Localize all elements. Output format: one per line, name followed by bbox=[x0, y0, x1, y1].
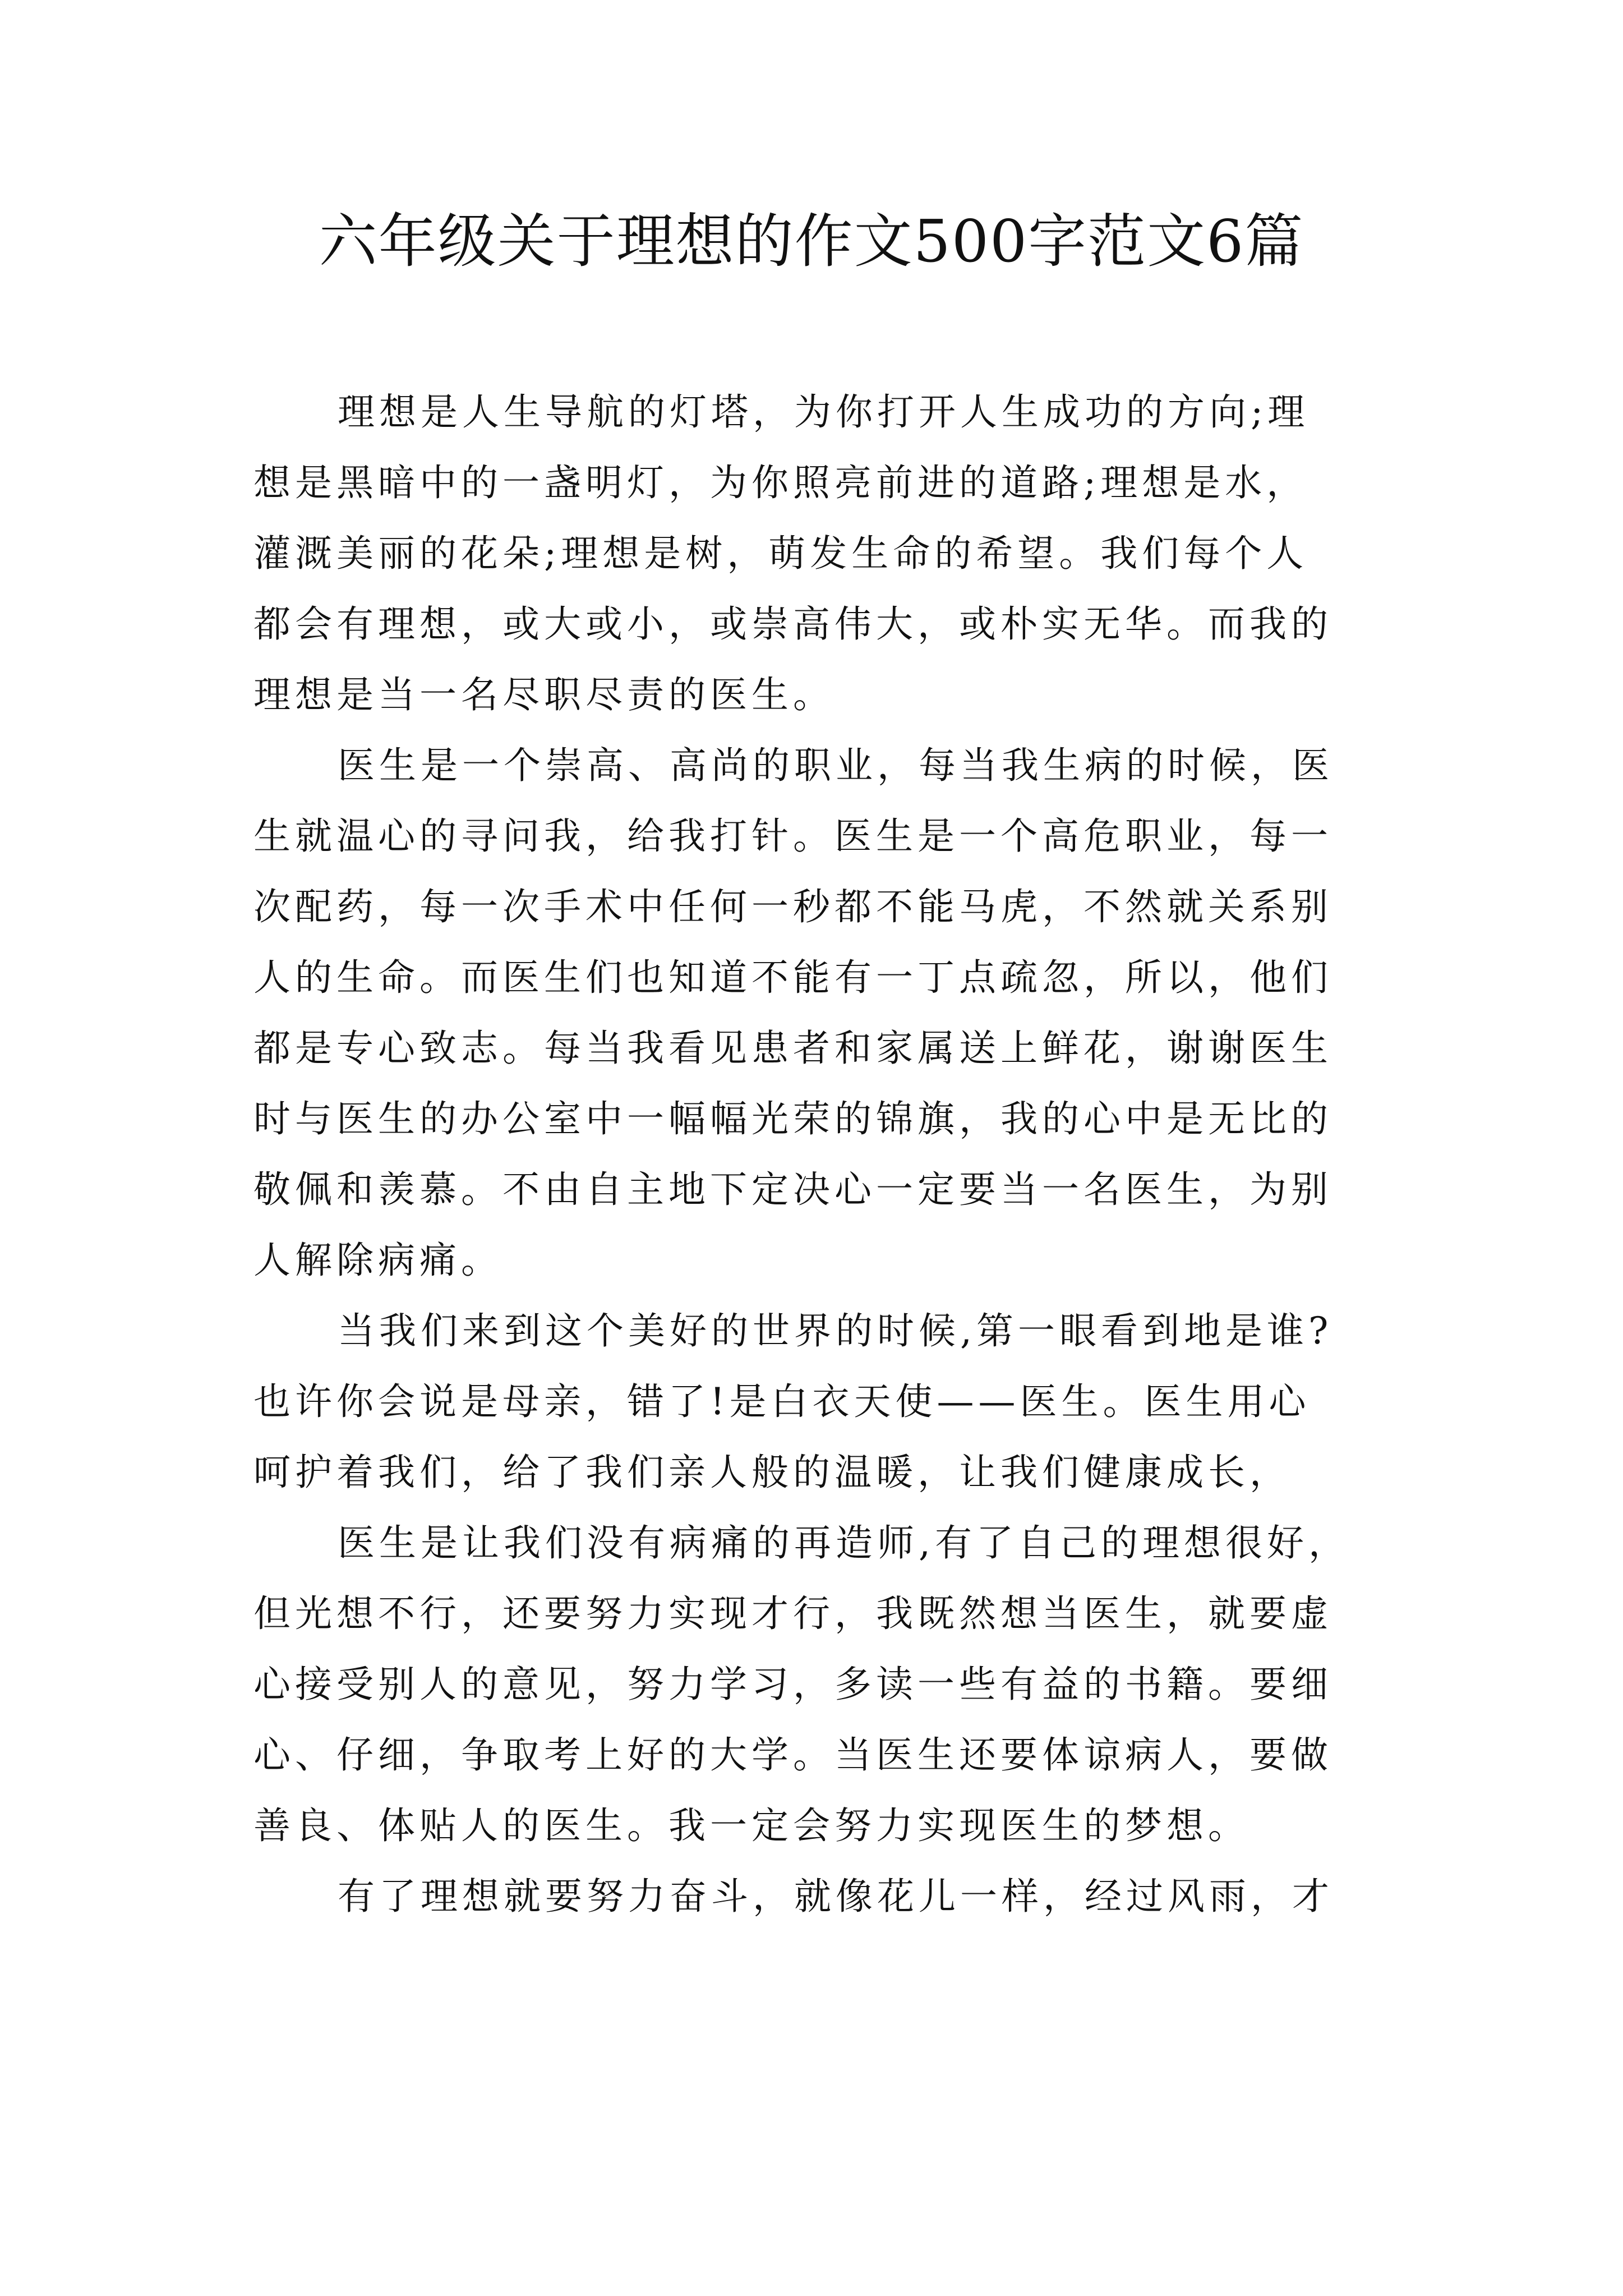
text-line: 呵护着我们，给了我们亲人般的温暖，让我们健康成长， bbox=[253, 1451, 1291, 1494]
text-line: 有了理想就要努力奋斗，就像花儿一样，经过风雨，才 bbox=[338, 1875, 1334, 1918]
text-line: 敬佩和羡慕。不由自主地下定决心一定要当一名医生，为别 bbox=[253, 1168, 1332, 1211]
paragraph-1 bbox=[253, 377, 1381, 730]
text-line: 人的生命。而医生们也知道不能有一丁点疏忽，所以，他们 bbox=[253, 956, 1332, 999]
document-body bbox=[253, 377, 1381, 1932]
text-line: 都是专心致志。每当我看见患者和家属送上鲜花，谢谢医生 bbox=[253, 1027, 1332, 1070]
paragraph-2 bbox=[253, 730, 1381, 1296]
paragraph-5 bbox=[253, 1861, 1381, 1932]
text-line: 心、仔细，争取考上好的大学。当医生还要体谅病人，要做 bbox=[253, 1733, 1332, 1777]
text-line: 灌溉美丽的花朵;理想是树，萌发生命的希望。我们每个人 bbox=[253, 532, 1308, 575]
paragraph-4 bbox=[253, 1508, 1381, 1861]
text-line: 当我们来到这个美好的世界的时候,第一眼看到地是谁? bbox=[338, 1309, 1333, 1352]
document-title: 六年级关于理想的作文500字范文6篇 bbox=[319, 207, 1304, 275]
text-line: 都会有理想，或大或小，或崇高伟大，或朴实无华。而我的 bbox=[253, 602, 1332, 646]
text-line: 心接受别人的意见，努力学习，多读一些有益的书籍。要细 bbox=[253, 1663, 1332, 1706]
text-line: 想是黑暗中的一盏明灯，为你照亮前进的道路;理想是水， bbox=[253, 461, 1308, 504]
text-line: 人解除病痛。 bbox=[253, 1239, 502, 1282]
text-line: 善良、体贴人的医生。我一定会努力实现医生的梦想。 bbox=[253, 1804, 1249, 1847]
text-line: 医生是让我们没有病痛的再造师,有了自己的理想很好， bbox=[338, 1521, 1350, 1565]
text-line: 时与医生的办公室中一幅幅光荣的锦旗，我的心中是无比的 bbox=[253, 1097, 1332, 1140]
text-line: 生就温心的寻问我，给我打针。医生是一个高危职业，每一 bbox=[253, 815, 1332, 858]
text-line: 理想是当一名尽职尽责的医生。 bbox=[253, 673, 834, 716]
text-line: 医生是一个崇高、高尚的职业，每当我生病的时候，医 bbox=[338, 744, 1334, 787]
text-line: 也许你会说是母亲，错了!是白衣天使——医生。医生用心 bbox=[253, 1380, 1311, 1423]
text-line: 次配药，每一次手术中任何一秒都不能马虎，不然就关系别 bbox=[253, 885, 1332, 928]
text-line: 但光想不行，还要努力实现才行，我既然想当医生，就要虚 bbox=[253, 1592, 1332, 1635]
text-line: 理想是人生导航的灯塔，为你打开人生成功的方向;理 bbox=[338, 390, 1310, 434]
paragraph-3 bbox=[253, 1296, 1381, 1508]
